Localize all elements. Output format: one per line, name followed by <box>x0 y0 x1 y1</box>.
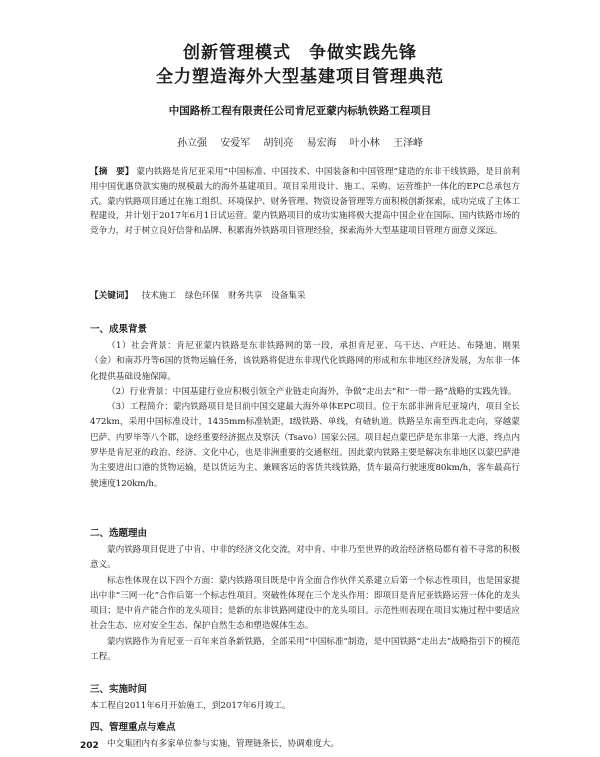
paragraph: 蒙内铁路作为肯尼亚一百年来首条新铁路，全部采用“中国标准”制造，是中国铁路“走出去”战略指引下的模范工程。 <box>90 636 520 663</box>
section-heading: 三、实施时间 <box>90 684 148 695</box>
author: 王泽峰 <box>392 138 423 149</box>
section-background <box>90 321 520 492</box>
section-timeline <box>90 681 520 714</box>
organization: 中国路桥工程有限责任公司肯尼亚蒙内标轨铁路工程项目 <box>168 105 432 117</box>
author: 易宏海 <box>306 138 337 149</box>
section-rationale <box>90 525 520 665</box>
section-key-points <box>90 719 520 752</box>
section-heading: 四、管理重点与难点 <box>90 722 176 733</box>
keyword: 财务共享 <box>227 291 263 301</box>
paragraph: 标志性体现在以下四个方面：蒙内铁路项目既是中肯全面合作伙伴关系建立后第一个标志性项目，也是国家提出中非“三网一化”合作后第一个标志性项目。突破性体现在三个龙头作用：即项目是肯尼亚铁路运营一体化的龙头项目；是中肯产能合作的龙头项目；是新的东非铁路网建设中的龙头项目。示范性则表现在项目实施过程中要适应社会生态、应对安全生态、保护自然生态和塑造媒体生态。 <box>90 575 520 632</box>
page-number: 202 <box>80 741 99 751</box>
title-line-1: 创新管理模式 争做实践先锋 <box>183 43 417 63</box>
author: 安爱军 <box>220 138 251 149</box>
keywords-label: 【关键词】 <box>90 291 133 301</box>
author: 胡钊亮 <box>263 138 294 149</box>
keyword: 设备集采 <box>271 291 306 301</box>
paragraph: （3）工程简介：蒙内铁路项目是目前中国交建最大海外单体EPC项目。位于东部非洲肯尼亚境内，项目全长472km，采用中国标准设计，1435mm标准轨距，Ⅰ级铁路、单线，有碴轨道。铁路呈东南至西北走向，穿越蒙巴萨、内罗毕等八个郡，途经重要经济据点及察沃（Tsavo）国家公园。项目起点蒙巴萨是东非第一大港，终点内罗毕是肯尼亚的政治、经济、文化中心，也是非洲重要的交通枢纽。因此蒙内铁路主要是解决东非地区以蒙巴萨港为主要进出口港的货物运输，是以货运为主、兼顾客运的客货共线铁路，货车最高行驶速度80km/h，客车最高行驶速度120km/h。 <box>90 402 520 489</box>
abstract <box>90 165 520 239</box>
paragraph: 中交集团内有多家单位参与实施，管理链条长，协调难度大。 <box>107 739 340 749</box>
abstract-text: 蒙内铁路是肯尼亚采用“中国标准、中国技术、中国装备和中国管理”建造的东非干线铁路，是目前利用中国优惠贷款实施的规模最大的海外基建项目。项目采用设计、施工、采购、运营维护一体化的EPC总承包方式。蒙内铁路项目通过在施工组织、环境保护、财务管理、物资设备管理等方面积极创新探索，成功完成了主体工程建设，并计划于2017年6月1日试运营。蒙内铁路项目的成功实施将极大提高中国企业在国际、国内铁路市场的竞争力，对于树立良好信誉和品牌、积累海外铁路项目管理经验，探索海外大型基建项目管理方面意义深远。 <box>90 167 520 237</box>
title-line-2: 全力塑造海外大型基建项目管理典范 <box>156 67 444 87</box>
section-heading: 一、成果背景 <box>90 324 148 335</box>
author-list <box>0 134 600 149</box>
author: 叶小林 <box>349 138 380 149</box>
abstract-label: 【摘 要】 <box>90 167 134 177</box>
paragraph: 本工程自2011年6月开始施工，到2017年6月竣工。 <box>90 701 291 711</box>
paragraph: （1）社会背景：肯尼亚蒙内铁路是东非铁路网的第一段，承担肯尼亚、乌干达、卢旺达、布隆迪、刚果（金）和南苏丹等6国的货物运输任务，该铁路将促进东非现代化铁路网的形成和东非地区经济发展，为东非一体化提供基础设施保障。 <box>90 341 520 382</box>
section-heading: 二、选题理由 <box>90 528 148 539</box>
keyword: 技术施工 <box>141 291 177 301</box>
keywords <box>90 289 520 301</box>
paragraph: 蒙内铁路项目促进了中肯、中非的经济文化交流，对中肯、中非乃至世界的政治经济格局都有着不寻常的积极意义。 <box>90 545 520 571</box>
author: 孙立强 <box>177 138 208 149</box>
keyword: 绿色环保 <box>184 291 220 301</box>
paragraph: （2）行业背景：中国基建行业应积极引领全产业链走向海外，争做“走出去”和“一带一路”战略的实践先锋。 <box>107 386 517 397</box>
